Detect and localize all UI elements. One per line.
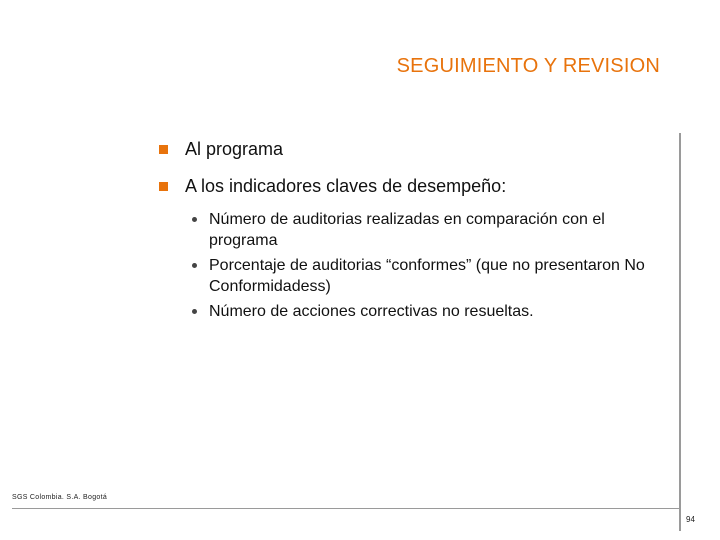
- dot-bullet-icon: [192, 217, 197, 222]
- page-number: 94: [686, 515, 695, 524]
- horizontal-rule: [12, 508, 681, 509]
- sub-bullet-label: Número de acciones correctivas no resueltas.: [209, 303, 534, 320]
- bullet-label: Al programa: [185, 139, 284, 159]
- square-bullet-icon: [159, 182, 168, 191]
- sub-bullet-label: Porcentaje de auditorias “conformes” (que no presentaron No Conformidadess): [209, 257, 645, 295]
- sub-bullet-item: [192, 255, 677, 297]
- dot-bullet-icon: [192, 309, 197, 314]
- square-bullet-icon: [159, 145, 168, 154]
- sub-bullet-item: [192, 209, 677, 251]
- sub-bullet-label: Número de auditorias realizadas en comparación con el programa: [209, 211, 605, 249]
- bullet-item: [157, 137, 677, 161]
- footer-text: SGS Colombia. S.A. Bogotá: [12, 494, 108, 501]
- bullet-list: [157, 137, 677, 326]
- slide-title: SEGUIMIENTO Y REVISION: [396, 55, 660, 77]
- bullet-item: [157, 174, 677, 198]
- sub-bullet-item: [192, 301, 677, 322]
- sub-bullet-list: [192, 209, 677, 322]
- vertical-rule: [679, 133, 681, 531]
- bullet-label: A los indicadores claves de desempeño:: [185, 176, 507, 196]
- dot-bullet-icon: [192, 263, 197, 268]
